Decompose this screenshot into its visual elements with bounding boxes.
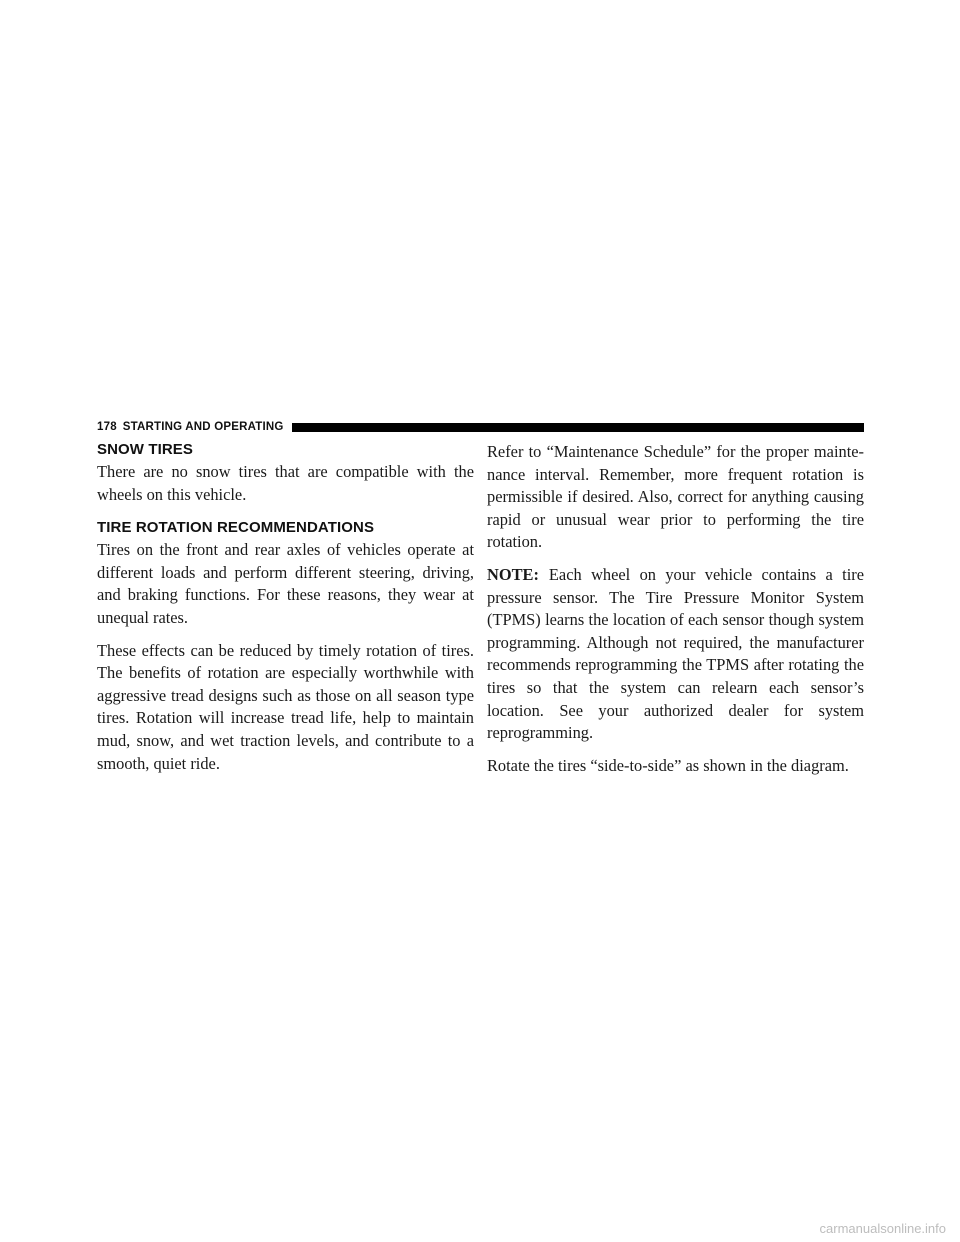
page-header (97, 419, 864, 435)
left-column (97, 441, 474, 785)
right-column (487, 441, 864, 787)
maintenance-paragraph: Refer to “Maintenance Schedule” for the proper maintenance interval. Remember, more frequent rotation is permissible if desired. Also, correct for anything causing rapid or unusual wear prior to performing the tire rotation. (487, 442, 864, 552)
snow-tires-paragraph: There are no snow tires that are compatible with the wheels on this vehicle. (97, 462, 474, 504)
snow-tires-heading: SNOW TIRES (97, 441, 194, 458)
rotation-paragraph-2: These effects can be reduced by timely rotation of tires. The benefits of rotation are especially worthwhile with aggressive tread designs such as those on all season type tires. Rotation will increase tread life, help to maintain mud, snow, and wet traction levels, and contribute to a smooth, quiet ride. (97, 640, 474, 773)
note-text: Each wheel on your vehicle contains a tire pressure sensor. The Tire Pressure Monitor System (TPMS) learns the location of each sensor though system programming. Although not required, the manufacturer recommends reprogramming the TPMS after rotating the tires so that the system can relearn each sensor’s location. See your authorized dealer for system reprogramming. (487, 564, 864, 743)
tire-rotation-heading: TIRE ROTATION RECOMMENDATIONS (97, 519, 375, 537)
header-rule (292, 423, 864, 432)
page-number: 178 (97, 421, 117, 433)
note-label: NOTE: (487, 564, 539, 584)
section-title: STARTING AND OPERATING (122, 421, 284, 433)
rotate-instruction-paragraph: Rotate the tires “side-to-side” as shown in the diagram. (487, 755, 849, 775)
rotation-paragraph-1: Tires on the front and rear axles of vehicles operate at different loads and perform different steering, driving, and braking functions. For these reasons, they wear at unequal rates. (97, 540, 474, 627)
note-paragraph (487, 564, 864, 745)
watermark-text: carmanualsonline.info (819, 1221, 946, 1236)
